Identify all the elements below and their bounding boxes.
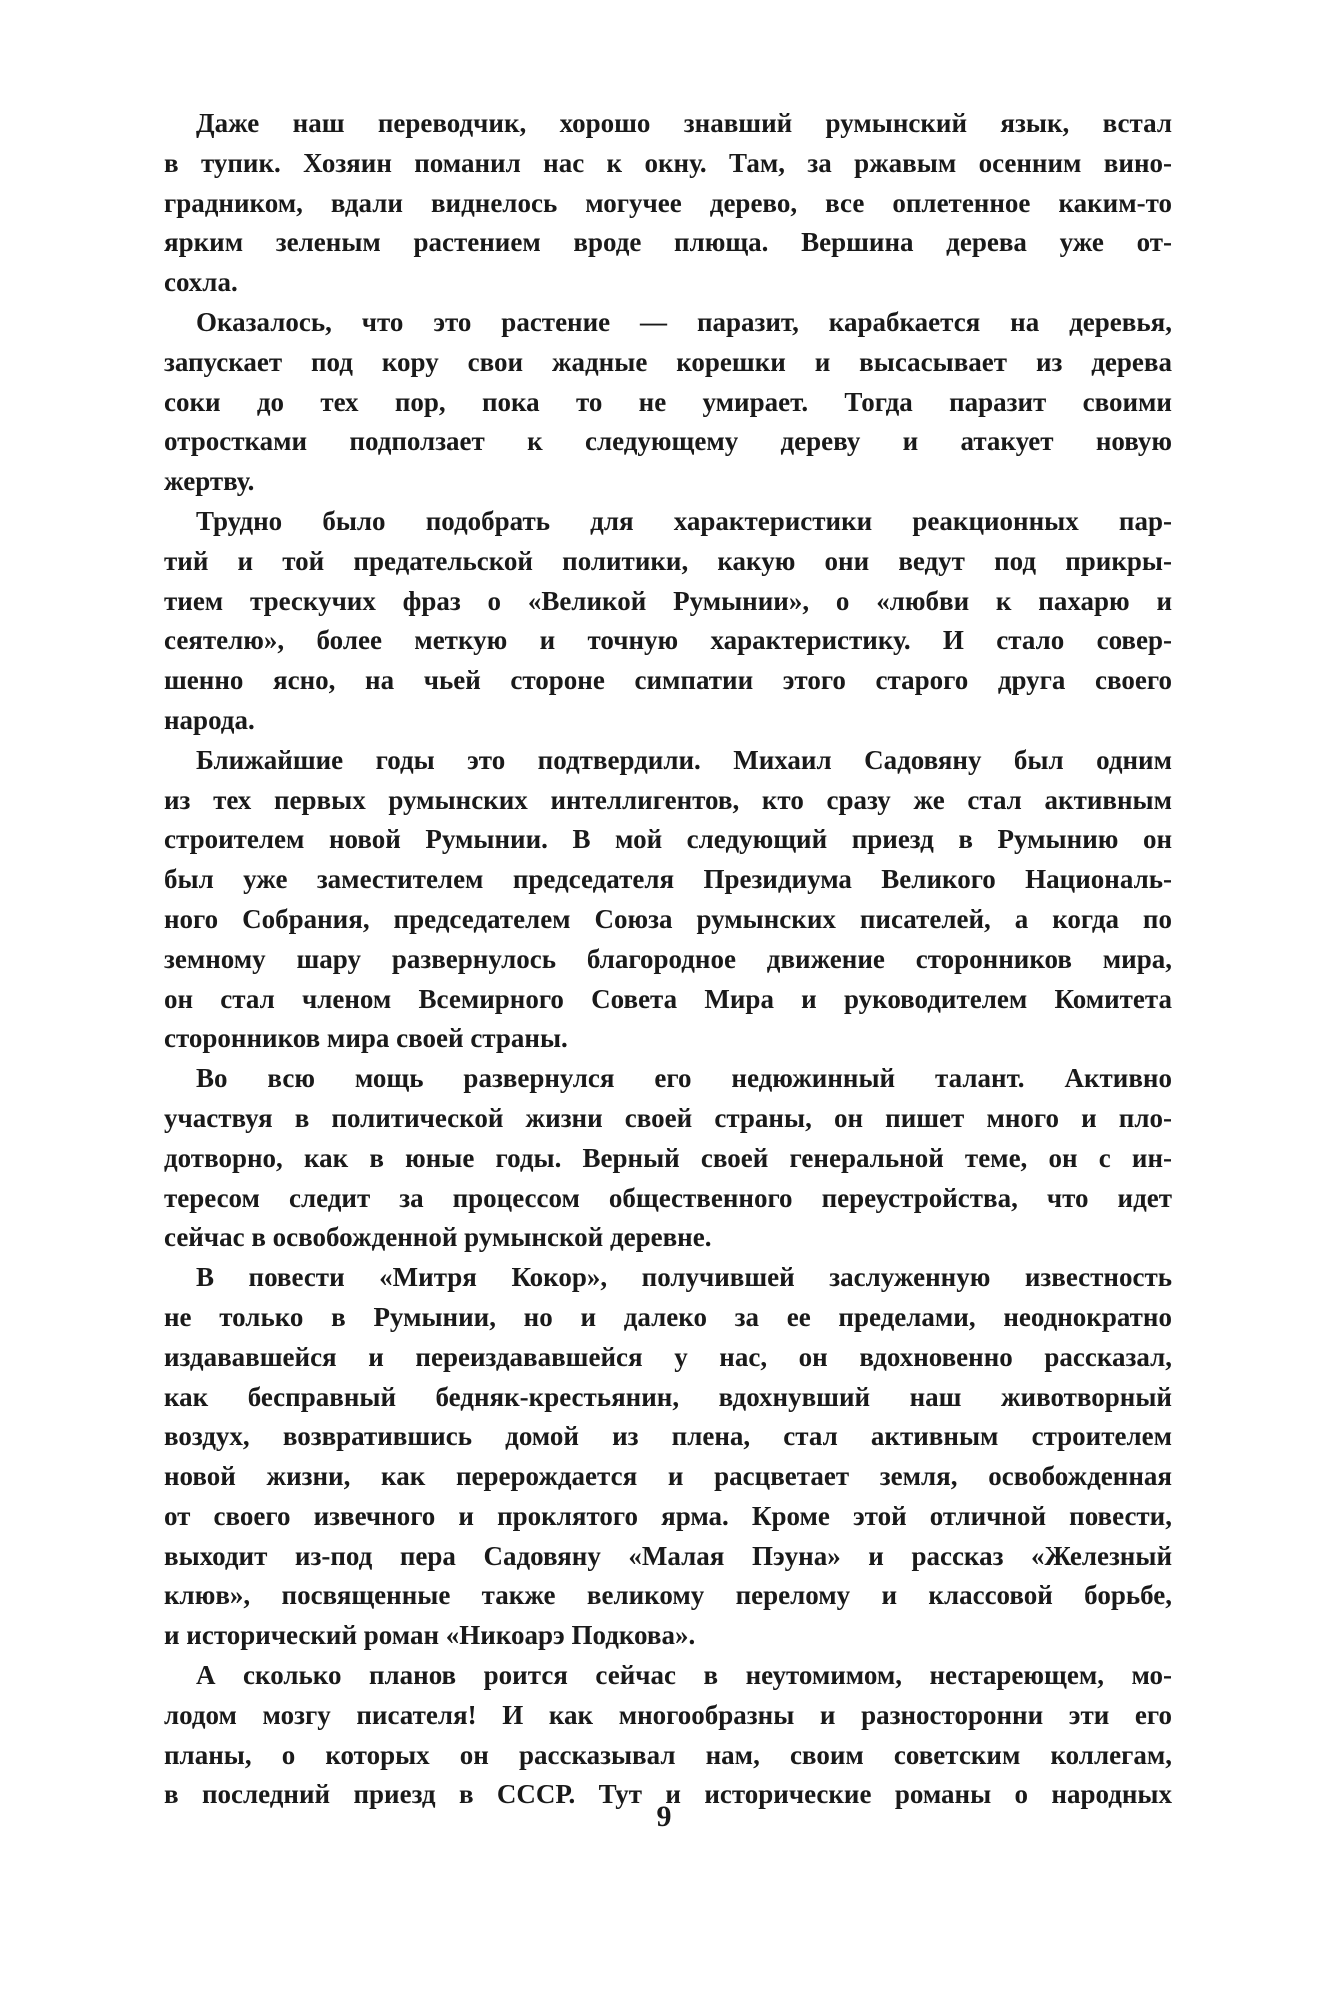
text-line: жертву. — [164, 466, 255, 497]
text-line: сохла. — [164, 267, 238, 298]
text-line: от своего извечного и проклятого ярма. Кроме этой отличной повести, — [164, 1500, 1172, 1531]
text-line: тересом следит за процессом общественного переустройства, что идет — [164, 1182, 1172, 1213]
paragraph — [164, 104, 1172, 303]
text-line: земному шару развернулось благородное движение сторонников мира, — [164, 943, 1172, 974]
text-line: в тупик. Хозяин поманил нас к окну. Там, за ржавым осенним вино- — [164, 147, 1172, 178]
text-line: сторонников мира своей страны. — [164, 1023, 568, 1054]
text-line: В повести «Митря Кокор», получившей заслуженную известность — [196, 1262, 1172, 1293]
text-line: был уже заместителем председателя Президиума Великого Националь- — [164, 864, 1172, 895]
page-number: 9 — [656, 1800, 672, 1833]
text-line: тий и той предательской политики, какую они ведут под прикры- — [164, 545, 1172, 576]
text-line: Ближайшие годы это подтвердили. Михаил Садовяну был одним — [196, 744, 1172, 775]
text-line: сеятелю», более меткую и точную характеристику. И стало совер- — [164, 625, 1172, 656]
text-line: и исторический роман «Никоарэ Подкова». — [164, 1620, 696, 1651]
text-line: воздух, возвратившись домой из плена, стал активным строителем — [164, 1421, 1172, 1452]
text-line: ного Собрания, председателем Союза румынских писателей, а когда по — [164, 903, 1172, 934]
text-line: участвуя в политической жизни своей страны, он пишет много и пло- — [164, 1102, 1172, 1133]
text-line: Оказалось, что это растение — паразит, карабкается на деревья, — [196, 306, 1172, 337]
text-line: Даже наш переводчик, хорошо знавший румынский язык, встал — [196, 108, 1172, 138]
text-line: в последний приезд в СССР. Тут и исторические романы о народных — [164, 1779, 1172, 1810]
text-line: клюв», посвященные также великому перелому и классовой борьбе, — [164, 1580, 1172, 1611]
text-line: ярким зеленым растением вроде плюща. Вершина дерева уже от- — [164, 227, 1172, 258]
text-line: градником, вдали виднелось могучее дерево, все оплетенное каким-то — [164, 187, 1172, 218]
text-line: дотворно, как в юные годы. Верный своей генеральной теме, он с ин- — [164, 1142, 1172, 1173]
text-line: А сколько планов роится сейчас в неутомимом, нестареющем, мо- — [196, 1660, 1172, 1691]
text-line: народа. — [164, 704, 255, 735]
paragraph — [164, 1059, 1172, 1258]
text-line: сейчас в освобожденной румынской деревне. — [164, 1222, 712, 1253]
text-line: Трудно было подобрать для характеристики реакционных пар- — [196, 505, 1172, 536]
text-line: соки до тех пор, пока то не умирает. Тогда паразит своими — [164, 386, 1172, 417]
text-line: строителем новой Румынии. В мой следующий приезд в Румынию он — [164, 824, 1172, 855]
text-line: отростками подползает к следующему дереву и атакует новую — [164, 426, 1172, 457]
text-line: тием трескучих фраз о «Великой Румынии», о «любви к пахарю и — [164, 585, 1172, 616]
text-line: запускает под кору свои жадные корешки и высасывает из дерева — [164, 346, 1172, 377]
paragraph — [164, 741, 1172, 1059]
text-line: как бесправный бедняк-крестьянин, вдохнувший наш животворный — [164, 1381, 1172, 1412]
paragraph — [164, 303, 1172, 502]
text-line: издававшейся и переиздававшейся у нас, он вдохновенно рассказал, — [164, 1341, 1172, 1372]
paragraph — [164, 1258, 1172, 1656]
text-line: Во всю мощь развернулся его недюжинный талант. Активно — [196, 1063, 1172, 1094]
text-line: выходит из-под пера Садовяну «Малая Пэуна» и рассказ «Железный — [164, 1540, 1172, 1571]
text-line: из тех первых румынских интеллигентов, кто сразу же стал активным — [164, 784, 1172, 815]
text-line: планы, о которых он рассказывал нам, своим советским коллегам, — [164, 1739, 1172, 1770]
text-line: шенно ясно, на чьей стороне симпатии этого старого друга своего — [164, 665, 1172, 696]
text-line: лодом мозгу писателя! И как многообразны и разносторонни эти его — [164, 1699, 1172, 1730]
text-line: новой жизни, как перерождается и расцветает земля, освобожденная — [164, 1461, 1172, 1492]
paragraph — [164, 1656, 1172, 1815]
text-line: не только в Румынии, но и далеко за ее пределами, неоднократно — [164, 1301, 1172, 1332]
text-line: он стал членом Всемирного Совета Мира и руководителем Комитета — [164, 983, 1172, 1014]
paragraph — [164, 502, 1172, 741]
page-body-text — [164, 104, 1172, 1815]
